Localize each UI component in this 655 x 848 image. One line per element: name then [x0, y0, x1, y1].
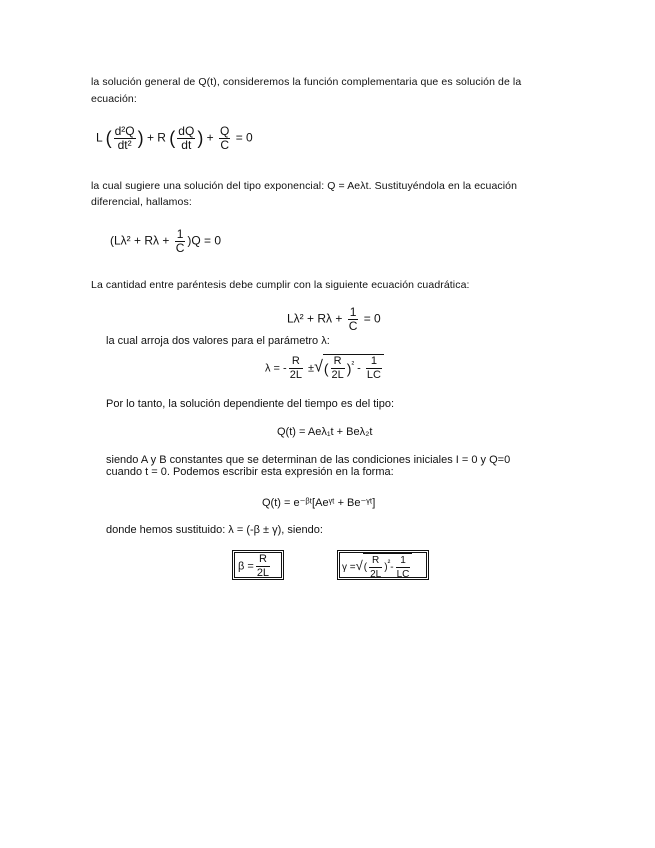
eq-symbol: Lλ² + Rλ +	[287, 311, 343, 326]
equation-quadratic	[287, 306, 381, 333]
equation-rlc-differential: L ( $\frac{\text{d²Q}}{\text{dt²}}$ ) + R ( $\frac{dQ}{dt}$ ) + $\frac{Q}{C}$ = 0	[96, 124, 253, 152]
paragraph-line: ecuación:	[91, 93, 137, 105]
eq-symbol: )Q = 0	[187, 233, 222, 248]
eq-symbol: -	[357, 362, 361, 375]
eq-symbol: γ =	[342, 562, 356, 574]
eq-denominator: 2L	[370, 569, 382, 580]
eq-denominator: C	[348, 319, 358, 333]
paragraph-line: diferencial, hallamos:	[91, 196, 192, 208]
eq-denominator: LC	[366, 369, 381, 381]
eq-numerator: R	[369, 554, 382, 568]
paragraph-line: La cantidad entre paréntesis debe cumplir con la siguiente ecuación cuadrática:	[91, 279, 470, 291]
eq-symbol: + R	[146, 130, 166, 145]
eq-symbol: (Lλ² + Rλ +	[110, 233, 170, 248]
paragraph-line: siendo A y B constantes que se determinan de las condiciones iniciales I = 0 y Q=0	[106, 454, 511, 466]
eq-symbol: L	[96, 130, 103, 145]
eq-numerator: 1	[366, 355, 382, 369]
eq-numerator: dQ	[178, 124, 195, 138]
sqrt-radicand: ( $\frac{R}{2L}$ )$^{^2}$ - $\frac{1}{LC}$	[323, 354, 384, 382]
eq-denominator: 2L	[331, 369, 344, 381]
paragraph-line: Por lo tanto, la solución dependiente del tiempo es del tipo:	[106, 398, 395, 410]
eq-denominator: 2L	[256, 567, 270, 579]
eq-symbol: λ = -	[265, 362, 287, 375]
equation-characteristic	[110, 228, 221, 255]
eq-numerator: R	[256, 553, 270, 567]
eq-symbol: β =	[238, 560, 254, 573]
boxed-gamma-definition: γ =√( $\frac{R}{2L}$ )$^{^2}$- $\frac{1}{LC}$	[339, 552, 427, 578]
eq-numerator: R	[331, 355, 345, 369]
eq-numerator: R	[289, 355, 303, 369]
equation-lambda-roots: λ = - $\frac{R}{2L}$ ±√( $\frac{R}{2L}$ )$^{^2}$ - $\frac{1}{LC}$	[265, 354, 384, 382]
eq-symbol: = 0	[363, 311, 381, 326]
paragraph-line: la cual arroja dos valores para el parámetro λ:	[106, 335, 330, 347]
boxed-beta-definition	[234, 552, 282, 578]
paragraph-line: cuando t = 0. Podemos escribir esta expresión en la forma:	[106, 466, 394, 478]
eq-exponent: ²	[387, 558, 391, 568]
paragraph-line: donde hemos sustituido: λ = (-β ± γ), siendo:	[106, 524, 323, 536]
eq-numerator: Q	[220, 124, 230, 138]
eq-exponent: ²	[351, 359, 355, 369]
eq-numerator: 1	[176, 227, 184, 241]
paragraph-line: la solución general de Q(t), consideremos la función complementaria que es solución de la	[91, 76, 522, 88]
eq-denominator: LC	[396, 569, 410, 580]
eq-denominator: C	[175, 241, 185, 255]
eq-denominator: C	[220, 138, 229, 152]
equation-damped-solution: Q(t) = e⁻ᵝᵗ[Aeᵞᵗ + Be⁻ᵞᵗ]	[262, 497, 376, 509]
eq-symbol: -	[390, 562, 394, 574]
paragraph-line: la cual sugiere una solución del tipo exponencial: Q = Aeλt. Sustituyéndola en la ecuación	[91, 180, 518, 192]
eq-numerator: 1	[349, 305, 357, 319]
equation-time-solution: Q(t) = Aeλ₁t + Beλ₂t	[277, 426, 373, 438]
eq-denominator: dt	[181, 138, 192, 152]
eq-denominator: dt²	[117, 138, 132, 152]
eq-denominator: 2L	[289, 369, 302, 381]
eq-numerator: d²Q	[114, 124, 135, 138]
sqrt-radicand: ( $\frac{R}{2L}$ )$^{^2}$- $\frac{1}{LC}$	[363, 553, 413, 581]
eq-symbol: = 0	[235, 130, 253, 145]
eq-numerator: 1	[396, 554, 411, 568]
eq-symbol: ±	[308, 362, 315, 375]
